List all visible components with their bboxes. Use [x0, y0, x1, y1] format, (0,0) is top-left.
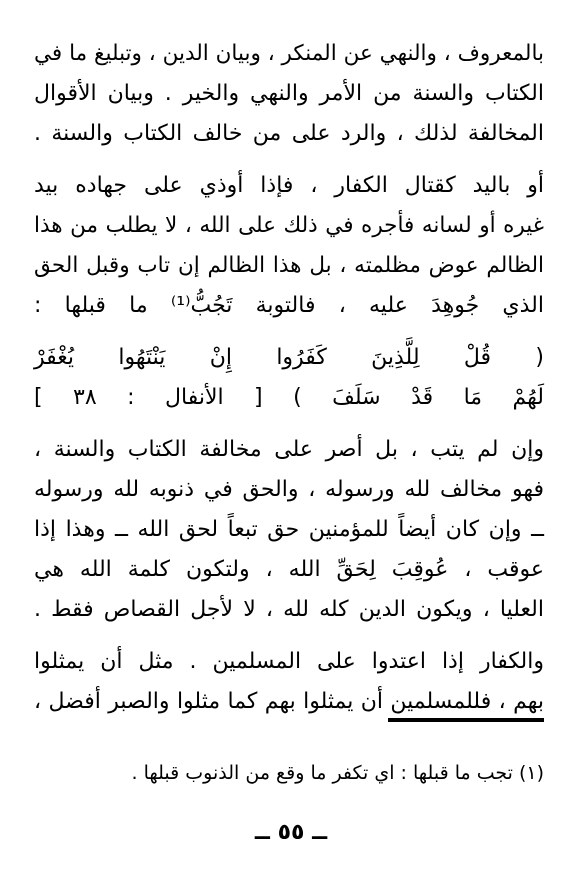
text-line: بالمعروف ، والنهي عن المنكر ، وبيان الدين ، وتبليغ ما في — [34, 41, 544, 66]
quran-verse — [34, 338, 544, 418]
paragraph-2 — [34, 166, 544, 326]
text-line: غيره أو لسانه فأجره في ذلك على الله ، لا يطلب من هذا — [34, 213, 544, 238]
text-line: الكتاب والسنة من الأمر والنهي والخير . وبيان الأقوال — [34, 81, 544, 106]
text-line: والكفار إذا اعتدوا على المسلمين . مثل أن يمثلوا — [34, 649, 544, 674]
verse-line: لَهُمْ مَا قَدْ سَلَفَ ) [ الأنفال : ٣٨ ] — [34, 385, 545, 410]
text-line: المخالفة لذلك ، والرد على من خالف الكتاب والسنة . — [34, 121, 544, 146]
text-line: الظالم عوض مظلمته ، بل هذا الظالم إن تاب وقبل الحق — [34, 253, 544, 278]
footnote: (١) تجب ما قبلها : اي تكفر ما وقع من الذنوب قبلها . — [131, 762, 544, 784]
paragraph-3 — [34, 430, 544, 630]
text-line: عوقب ، عُوقِبَ لِحَقِّ الله ، ولتكون كلمة الله هي — [34, 557, 544, 582]
text-line: بهم ، فللمسلمين أن يمثلوا بهم كما مثلوا والصبر أفضل ، — [34, 689, 544, 714]
paragraph-4 — [34, 642, 544, 722]
text-line: العليا ، ويكون الدين كله لله ، لا لأجل القصاص فقط . — [34, 597, 544, 622]
text-line: الذي جُوهِدَ عليه ، فالتوبة تَجُبُّ⁽¹⁾ ما قبلها : — [34, 293, 544, 318]
paragraph-1 — [34, 34, 544, 154]
page-number: ــ ٥٥ ــ — [254, 820, 328, 845]
text-line: أو باليد كقتال الكفار ، فإذا أوذي على جهاده بيد — [34, 173, 544, 198]
footnote-divider — [388, 718, 544, 722]
text-line: وإن لم يتب ، بل أصر على مخالفة الكتاب والسنة ، — [34, 437, 544, 462]
text-line: فهو مخالف لله ورسوله ، والحق في ذنوبه لله ورسوله — [34, 477, 544, 502]
text-line: ــ وإن كان أيضاً للمؤمنين حق تبعاً لحق الله ــ وهذا إذا — [34, 517, 544, 542]
verse-line: ( قُلْ لِلَّذِينَ كَفَرُوا إِنْ يَنْتَهُوا يُغْفَرْ — [34, 345, 544, 370]
